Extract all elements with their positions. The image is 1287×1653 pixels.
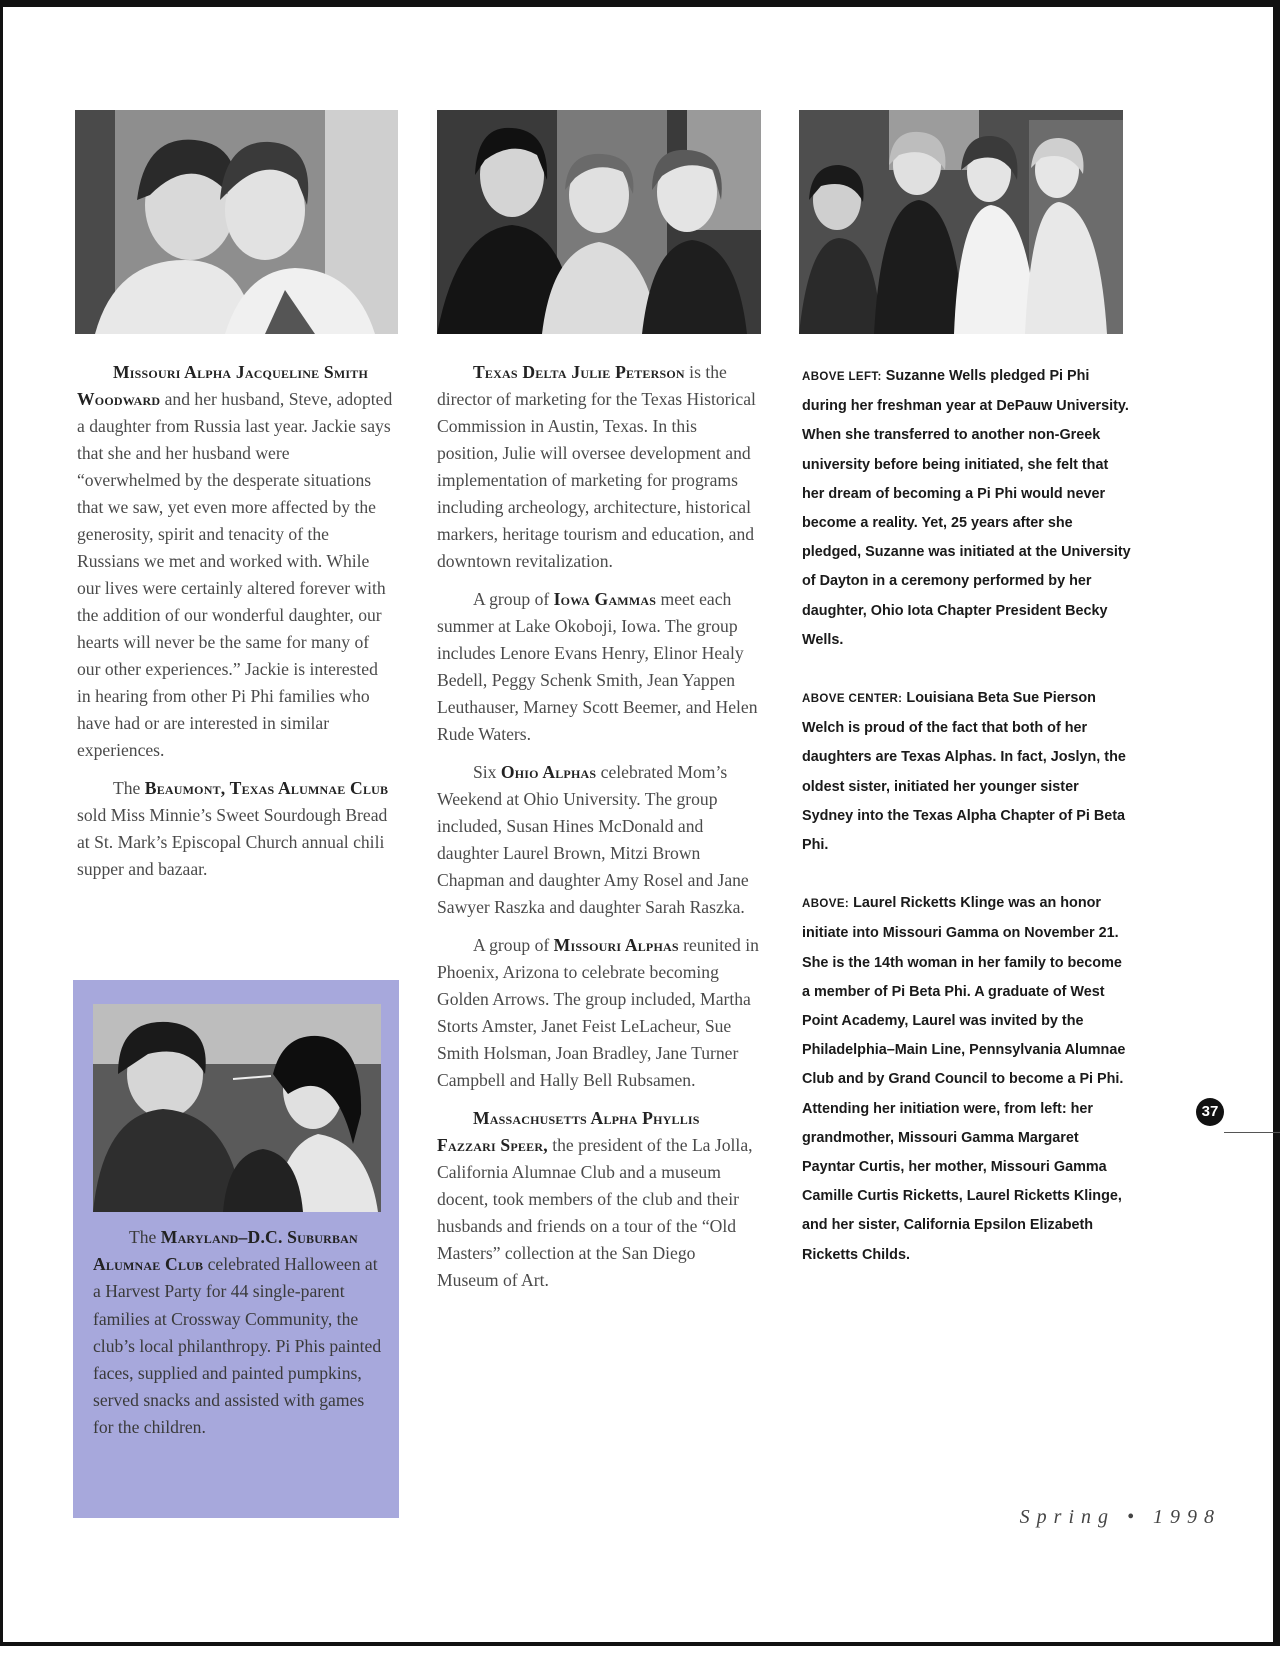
middle-p1-text: is the director of marketing for the Texas Historical Commission in Austin, Texas. In this position, Julie will oversee development and implementation of marketing for programs including archeology, architecture, historical markers, heritage tourism and education, and downtown revitalization. (437, 362, 756, 571)
middle-column (437, 359, 759, 1305)
photo-three-women (437, 110, 761, 334)
name-iowa-gammas: Iowa Gammas (553, 589, 657, 609)
left-p2-pre: The (113, 778, 145, 798)
name-texas-delta: Texas Delta Julie Peterson (473, 362, 685, 382)
caption-text-center: Louisiana Beta Sue Pierson Welch is proud of the fact that both of her daughters are Texas Alphas. In fact, Joslyn, the oldest sister, initiated her younger sister Sydney into the Texas Alpha Chapter of Pi Beta Phi. (802, 690, 1126, 854)
middle-p4-pre: A group of (473, 935, 554, 955)
page-number-badge: 37 (1196, 1098, 1224, 1126)
middle-p4-text: reunited in Phoenix, Arizona to celebrate becoming Golden Arrows. The group included, Martha Storts Amster, Janet Feist LeLacheur, Sue Smith Holsman, Joan Bradley, Jane Turner Campbell and Hally Bell Rubsamen. (437, 935, 759, 1090)
left-column (77, 359, 395, 894)
name-missouri-alpha: Missouri Alpha Jacqueline Smith Woodward (77, 362, 369, 409)
shaded-box (73, 980, 399, 1518)
middle-p5-text: the president of the La Jolla, California Alumnae Club and a museum docent, took members of the club and their husbands and friends on a tour of the “Old Masters” collection at the San Diego Museum of Art. (437, 1135, 753, 1290)
caption-above-center (802, 684, 1132, 860)
photo-two-women (75, 110, 398, 334)
right-column-captions (802, 362, 1132, 1299)
issue-footer: Spring • 1998 (1019, 1506, 1221, 1528)
middle-p2-pre: A group of (473, 589, 554, 609)
name-beaumont: Beaumont, Texas Alumnae Club (144, 778, 389, 798)
middle-p3-pre: Six (473, 762, 501, 782)
middle-p3-text: celebrated Mom’s Weekend at Ohio University. The group included, Susan Hines McDonald and daughter Laurel Brown, Mitzi Brown Chapman and daughter Amy Rosel and Jane Sawyer Raszka and daughter Sarah Raszka. (437, 762, 749, 917)
shaded-caption (93, 1224, 383, 1442)
page-number-rule (1224, 1132, 1280, 1133)
photo-face-painting (93, 1004, 381, 1212)
caption-tag-above: ABOVE: (802, 898, 850, 911)
shaded-text: celebrated Halloween at a Harvest Party for 44 single-parent families at Crossway Community, the club’s local philanthropy. Pi Phis painted faces, supplied and painted pumpkins, served snacks and assisted with games for the children. (93, 1254, 382, 1438)
shaded-pre: The (129, 1227, 161, 1247)
caption-text-left: Suzanne Wells pledged Pi Phi during her freshman year at DePauw University. When she transferred to another non-Greek university before being initiated, she felt that her dream of becoming a Pi Phi would never become a reality. Yet, 25 years after she pledged, Suzanne was initiated at the University of Dayton in a ceremony performed by her daughter, Ohio Iota Chapter President Becky Wells. (802, 368, 1131, 648)
name-maryland-dc: Maryland–D.C. Suburban Alumnae Club (93, 1227, 358, 1275)
left-p1-text: and her husband, Steve, adopted a daughter from Russia last year. Jackie says that she and her husband were “overwhelmed by the desperate situations that we saw, yet even more affected by the generosity, spirit and tenacity of the Russians we met and worked with. While our lives were certainly altered forever with the addition of our wonderful daughter, our hearts will never be the same for many of our other experiences.” Jackie is interested in hearing from other Pi Phi families who have had or are interested in similar experiences. (77, 389, 393, 760)
middle-p2-text: meet each summer at Lake Okoboji, Iowa. The group includes Lenore Evans Henry, Elinor Healy Bedell, Peggy Schenk Smith, Jean Yappen Leuthauser, Marney Scott Beemer, and Helen Rude Waters. (437, 589, 758, 744)
left-p2-text: sold Miss Minnie’s Sweet Sourdough Bread at St. Mark’s Episcopal Church annual chili supper and bazaar. (77, 805, 388, 879)
name-massachusetts-alpha: Massachusetts Alpha Phyllis Fazzari Speer, (437, 1108, 700, 1155)
name-ohio-alphas: Ohio Alphas (500, 762, 597, 782)
caption-above (802, 889, 1132, 1270)
caption-above-left (802, 362, 1132, 655)
photo-four-women (799, 110, 1123, 334)
caption-tag-center: ABOVE CENTER: (802, 693, 903, 706)
caption-tag-left: ABOVE LEFT: (802, 371, 882, 383)
caption-text-above: Laurel Ricketts Klinge was an honor initiate into Missouri Gamma on November 21. She is the 14th woman in her family to become a member of Pi Beta Phi. A graduate of West Point Academy, Laurel was invited by the Philadelphia–Main Line, Pennsylvania Alumnae Club and by Grand Council to become a Pi Phi. Attending her initiation were, from left: her grandmother, Missouri Gamma Margaret Payntar Curtis, her mother, Missouri Gamma Camille Curtis Ricketts, Laurel Ricketts Klinge, and her sister, California Epsilon Elizabeth Ricketts Childs. (802, 895, 1126, 1263)
name-missouri-alphas: Missouri Alphas (553, 935, 679, 955)
